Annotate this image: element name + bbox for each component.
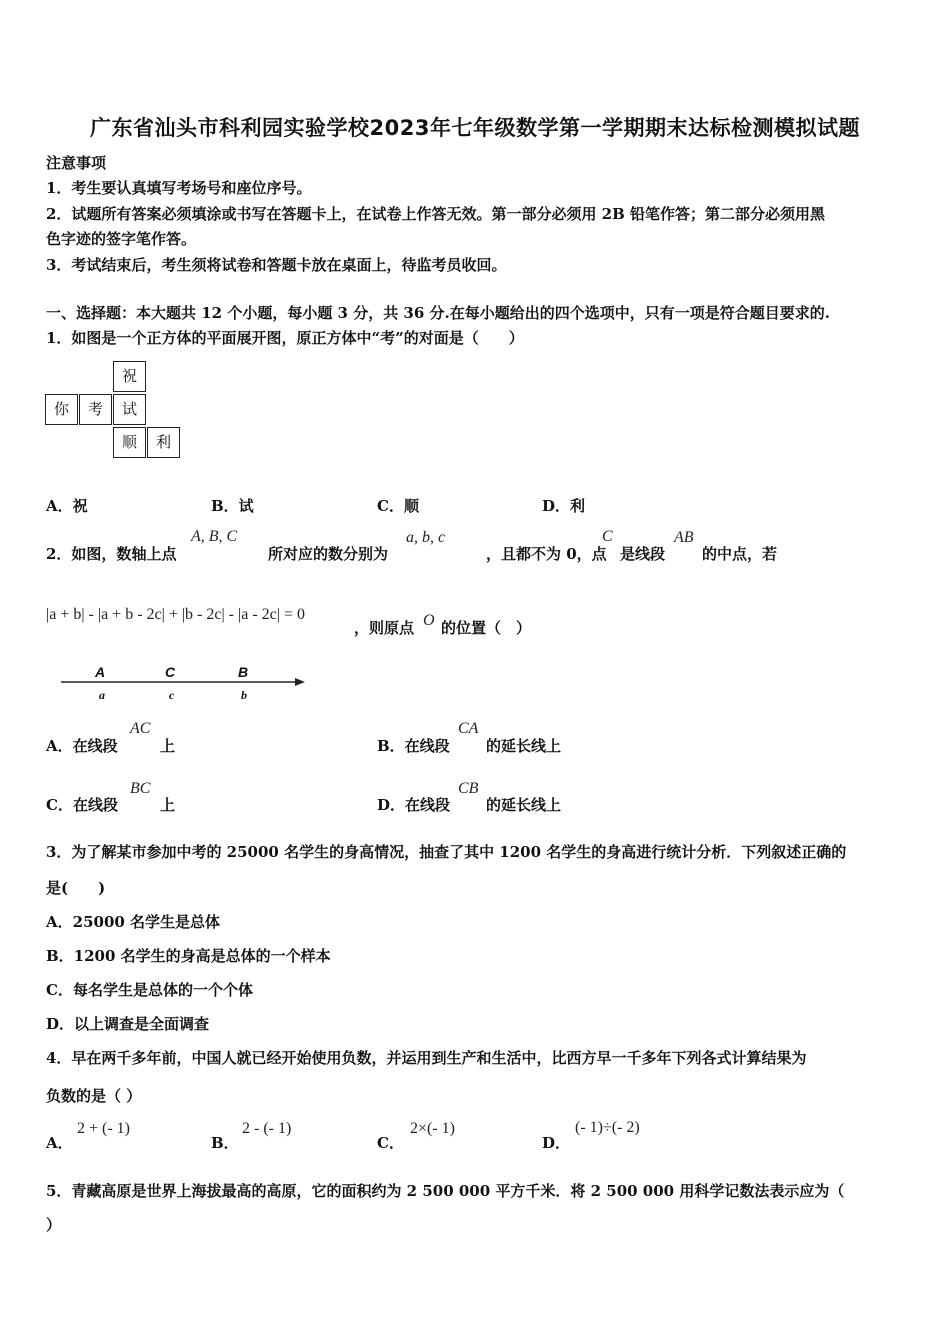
notice-item-3: 3．考试结束后，考生须将试卷和答题卡放在桌面上，待监考员收回。 <box>46 256 507 274</box>
q4-stem-line2: 负数的是（ ） <box>46 1087 142 1105</box>
q2-values-abc: a, b, c <box>406 529 446 546</box>
q3-stem-line2: 是( ) <box>46 879 106 897</box>
q2-text-5: 的中点，若 <box>702 545 778 563</box>
notice-item-2: 2．试题所有答案必须填涂或书写在答题卡上，在试卷上作答无效。第一部分必须用 2B 铅笔作答；第二部分必须用黑 <box>46 205 826 223</box>
q4-option-b-label: B． <box>211 1134 239 1152</box>
net-cell-zhu: 祝 <box>113 361 146 392</box>
value-label-c: c <box>169 688 175 702</box>
q4-option-d-expr: (- 1)÷(- 2) <box>575 1119 640 1136</box>
q2-option-c-label: C．在线段 <box>46 796 118 814</box>
q2-point-c: C <box>602 528 613 545</box>
q2-text-3: ，且都不为 0，点 <box>486 545 607 563</box>
q3-option-c[interactable]: C．每名学生是总体的一个个体 <box>46 981 253 999</box>
value-label-b: b <box>241 688 247 702</box>
question-1-stem: 1．如图是一个正方体的平面展开图，原正方体中“考”的对面是（ ） <box>46 329 524 347</box>
q2-text-7: 的位置（ ） <box>441 619 532 637</box>
q2-text-4: 是线段 <box>620 545 666 563</box>
q5-stem-line1: 5．青藏高原是世界上海拔最高的高原，它的面积约为 2 500 000 平方千米．将 2 500 000 用科学记数法表示应为（ <box>46 1182 845 1200</box>
q4-option-a-label: A． <box>46 1134 73 1152</box>
q5-stem-line2: ） <box>46 1216 62 1234</box>
q2-points-abc: A, B, C <box>191 528 238 545</box>
point-label-a: A <box>95 664 106 680</box>
q2-option-d-suffix: 的延长线上 <box>486 796 562 814</box>
q2-option-b-label: B．在线段 <box>377 737 450 755</box>
q4-option-a-expr: 2 + (- 1) <box>77 1120 131 1137</box>
q2-option-b-segment: CA <box>458 720 479 737</box>
q4-option-b-expr: 2 - (- 1) <box>242 1120 292 1137</box>
q2-option-d-label: D．在线段 <box>377 796 451 814</box>
net-cell-kao: 考 <box>79 394 112 425</box>
q2-text-2: 所对应的数分别为 <box>268 545 389 563</box>
q2-option-d-segment: CB <box>458 780 479 797</box>
q4-option-d-label: D． <box>542 1134 571 1152</box>
number-line-axis <box>55 672 315 696</box>
net-cell-li: 利 <box>147 427 180 458</box>
q2-option-a-suffix: 上 <box>160 737 176 755</box>
net-cell-shi: 试 <box>113 394 146 425</box>
net-cell-ni: 你 <box>45 394 78 425</box>
q3-option-a[interactable]: A．25000 名学生是总体 <box>46 913 221 931</box>
section-heading: 一、选择题：本大题共 12 个小题，每小题 3 分，共 36 分.在每小题给出的四个选项中，只有一项是符合题目要求的. <box>46 304 830 322</box>
q1-option-c[interactable]: C．顺 <box>377 497 419 515</box>
q2-option-c-suffix: 上 <box>160 796 176 814</box>
q2-origin-o: O <box>423 612 435 629</box>
q1-option-b[interactable]: B．试 <box>211 497 254 515</box>
net-cell-shun: 顺 <box>113 427 146 458</box>
q2-segment-ab: AB <box>674 529 694 546</box>
notice-item-1: 1．考生要认真填写考场号和座位序号。 <box>46 179 312 197</box>
notice-heading: 注意事项 <box>46 154 107 172</box>
q3-option-b[interactable]: B．1200 名学生的身高是总体的一个样本 <box>46 947 331 965</box>
notice-item-2-cont: 色字迹的签字笔作答。 <box>46 230 197 248</box>
arrow-head-icon <box>295 678 305 686</box>
q2-equation: |a + b| - |a + b - 2c| + |b - 2c| - |a - 2c| = 0 <box>46 606 305 623</box>
q2-text-6: ，则原点 <box>354 619 415 637</box>
q2-option-b-suffix: 的延长线上 <box>486 737 562 755</box>
q2-option-a-label: A．在线段 <box>46 737 118 755</box>
q2-option-a-segment: AC <box>130 720 151 737</box>
q3-option-d[interactable]: D．以上调查是全面调查 <box>46 1015 210 1033</box>
point-label-b: B <box>238 664 249 680</box>
q4-option-c-expr: 2×(- 1) <box>410 1120 456 1137</box>
q1-option-a[interactable]: A．祝 <box>46 497 88 515</box>
q1-option-d[interactable]: D．利 <box>542 497 586 515</box>
q2-text-1: 2．如图，数轴上点 <box>46 545 177 563</box>
q2-option-c-segment: BC <box>130 780 151 797</box>
q3-stem-line1: 3．为了解某市参加中考的 25000 名学生的身高情况，抽查了其中 1200 名学生的身高进行统计分析．下列叙述正确的 <box>46 843 847 861</box>
page-title: 广东省汕头市科利园实验学校2023年七年级数学第一学期期末达标检测模拟试题 <box>90 116 860 140</box>
value-label-a: a <box>99 688 105 702</box>
point-label-c: C <box>165 664 176 680</box>
q4-option-c-label: C． <box>377 1134 404 1152</box>
q4-stem-line1: 4．早在两千多年前，中国人就已经开始使用负数，并运用到生产和生活中，比西方早一千多年下列各式计算结果为 <box>46 1049 807 1067</box>
